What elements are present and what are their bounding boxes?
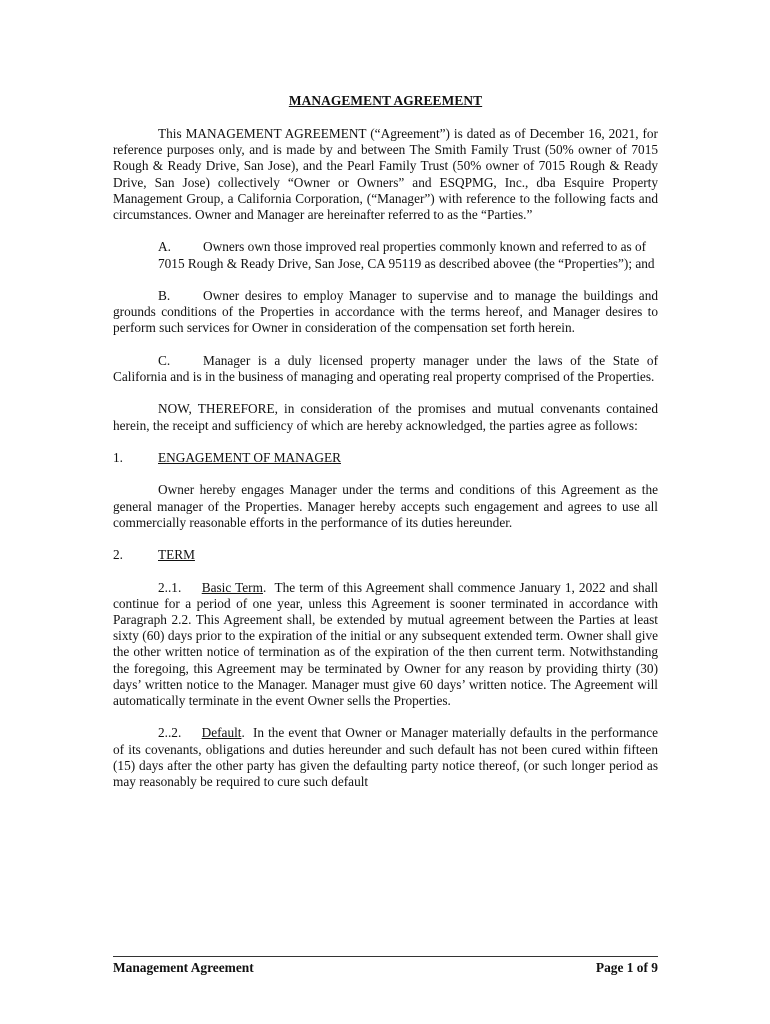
recital-a: [158, 239, 658, 271]
recital-c-letter: C.: [158, 352, 171, 368]
subsection-2-2-heading: Default: [201, 725, 242, 741]
recital-a-letter: A.: [158, 239, 171, 255]
section-2-number: 2.: [113, 547, 123, 563]
recital-a-text: Owners own those improved real properties commonly known and referred to as of 7015 Rough & Ready Drive, San Jose, CA 95119 as described abovee (the “Properties”); and: [158, 239, 655, 271]
section-1-body: Owner hereby engages Manager under the terms and conditions of this Agreement as the general manager of the Properties. Manager hereby accepts such engagement and agrees to use all commercially reasonable efforts in the performance of its duties hereunder.: [113, 482, 658, 530]
intro-paragraph: This MANAGEMENT AGREEMENT (“Agreement”) is dated as of December 16, 2021, for reference purposes only, and is made by and between The Smith Family Trust (50% owner of 7015 Rough & Ready Drive, San Jose), and the Pearl Family Trust (50% owner of 7015 Rough & Ready Drive, San Jose) collectively “Owner or Owners” and ESQPMG, Inc., dba Esquire Property Management Group, a California Corporation, (“Manager”) with reference to the following facts and circumstances. Owner and Manager are hereinafter referred to as the “Parties.”: [113, 126, 658, 223]
subsection-2-1-text: The term of this Agreement shall commence January 1, 2022 and shall continue for a period of one year, unless this Agreement is sooner terminated in accordance with Paragraph 2.2. This Agreement shall, be extended by mutual agreement between the Parties at least sixty (60) days prior to the expiration of the initial or any subsequent extended term. Owner shall give the other written notice of termination as of the expiration of the then current term. Notwithstanding the foregoing, this Agreement may be terminated by Owner for any reason by providing thirty (30) days’ written notice to the Manager. Manager must give 60 days’ written notice. The Agreement will automatically terminate in the event Owner sells the Properties.: [113, 579, 658, 708]
subsection-2-2-number: 2..2.: [158, 725, 182, 741]
footer-page-number: Page 1 of 9: [595, 960, 658, 975]
document-page: [113, 0, 658, 1024]
recital-c-text: Manager is a duly licensed property manager under the laws of the State of California and is in the business of managing and operating real property comprised of the Properties.: [113, 352, 658, 384]
footer-document-name: Management Agreement: [113, 960, 254, 975]
document-title: MANAGEMENT AGREEMENT: [288, 93, 483, 108]
section-2-heading: [113, 547, 658, 563]
document-body: [113, 126, 658, 806]
subsection-2-2-text: In the event that Owner or Manager materially defaults in the performance of its covenants, obligations and duties hereunder and such default has not been cured within fifteen (15) days after the other party has given the defaulting party notice thereof, (or such longer period as may reasonably be required to cure such default: [113, 725, 658, 789]
section-1-number: 1.: [113, 449, 123, 465]
page-footer: [113, 956, 658, 976]
subsection-2-2: 2..2. Default. In the event that Owner or Manager materially defaults in the performance of its covenants, obligations and duties hereunder and such default has not been cured within fifteen (15) days after the other party has given the defaulting party notice thereof, (or such longer period as may reasonably be required to cure such default: [113, 725, 658, 789]
section-2-title: TERM: [158, 547, 195, 563]
section-1-heading: [113, 450, 658, 466]
subsection-2-1-heading: Basic Term: [201, 579, 263, 595]
recital-b-text: Owner desires to employ Manager to supervise and to manage the buildings and grounds conditions of the Properties in accordance with the terms hereof, and Manager desires to perform such services for Owner in consideration of the compensation set forth herein.: [113, 288, 658, 336]
recital-c: [113, 353, 658, 385]
now-therefore-paragraph: NOW, THEREFORE, in consideration of the promises and mutual convenants contained herein, the receipt and sufficiency of which are hereby acknowledged, the parties agree as follows:: [113, 401, 658, 433]
recital-b-letter: B.: [158, 288, 171, 303]
subsection-2-1-number: 2..1.: [158, 579, 182, 595]
subsection-2-1: 2..1. Basic Term. The term of this Agreement shall commence January 1, 2022 and shall continue for a period of one year, unless this Agreement is sooner terminated in accordance with Paragraph 2.2. This Agreement shall, be extended by mutual agreement between the Parties at least sixty (60) days prior to the expiration of the initial or any subsequent extended term. Owner shall give the other written notice of termination as of the expiration of the then current term. Notwithstanding the foregoing, this Agreement may be terminated by Owner for any reason by providing thirty (30) days’ written notice to the Manager. Manager must give 60 days’ written notice. The Agreement will automatically terminate in the event Owner sells the Properties.: [113, 579, 658, 708]
recital-b: [113, 288, 658, 337]
section-1-title: ENGAGEMENT OF MANAGER: [158, 449, 341, 465]
